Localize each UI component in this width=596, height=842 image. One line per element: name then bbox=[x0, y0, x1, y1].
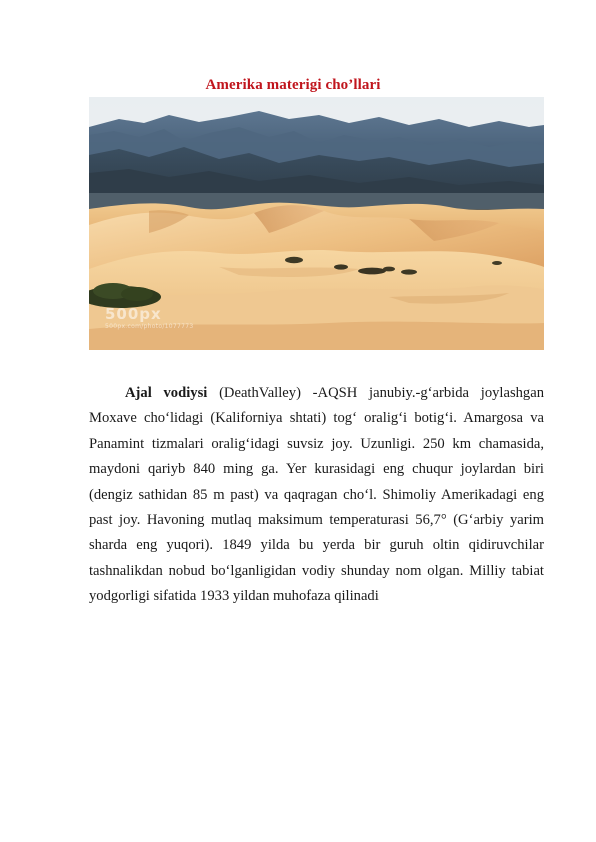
photo-watermark bbox=[105, 307, 194, 330]
paragraph-lead: Ajal vodiysi bbox=[125, 385, 208, 401]
watermark-caption: 500px.com/photo/1077773 bbox=[105, 323, 194, 330]
body-paragraph bbox=[89, 381, 544, 610]
watermark-logo: 500px bbox=[105, 305, 162, 323]
page-title: Amerika materigi cho’llari bbox=[205, 77, 381, 93]
paragraph-text: (DeathValley) -AQSH janubiy.-g‘arbida joylashgan Moxave cho‘lidagi (Kaliforniya shtati) tog‘ oralig‘i botig‘i. Amargosa va Panamint tizmalari oralig‘idagi suvsiz joy. Uzunligi. 250 km chamasida, maydoni qariyb 840 ming ga. Yer kurasidagi eng chuqur joylardan biri (dengiz sathidan 85 m past) va qaqragan cho‘l. Shimoliy Amerikadagi eng past joy. Havoning mutlaq maksimum temperaturasi 56,7° (G‘arbiy yarim sharda eng yuqori). 1849 yilda bu yerda bir guruh oltin qidiruvchilar tashnalikdan nobud bo‘lganligidan vodiy shunday nom olgan. Milliy tabiat yodgorligi sifatida 1933 yildan muhofaza qilinadi bbox=[89, 385, 544, 605]
desert-photo bbox=[89, 97, 544, 350]
